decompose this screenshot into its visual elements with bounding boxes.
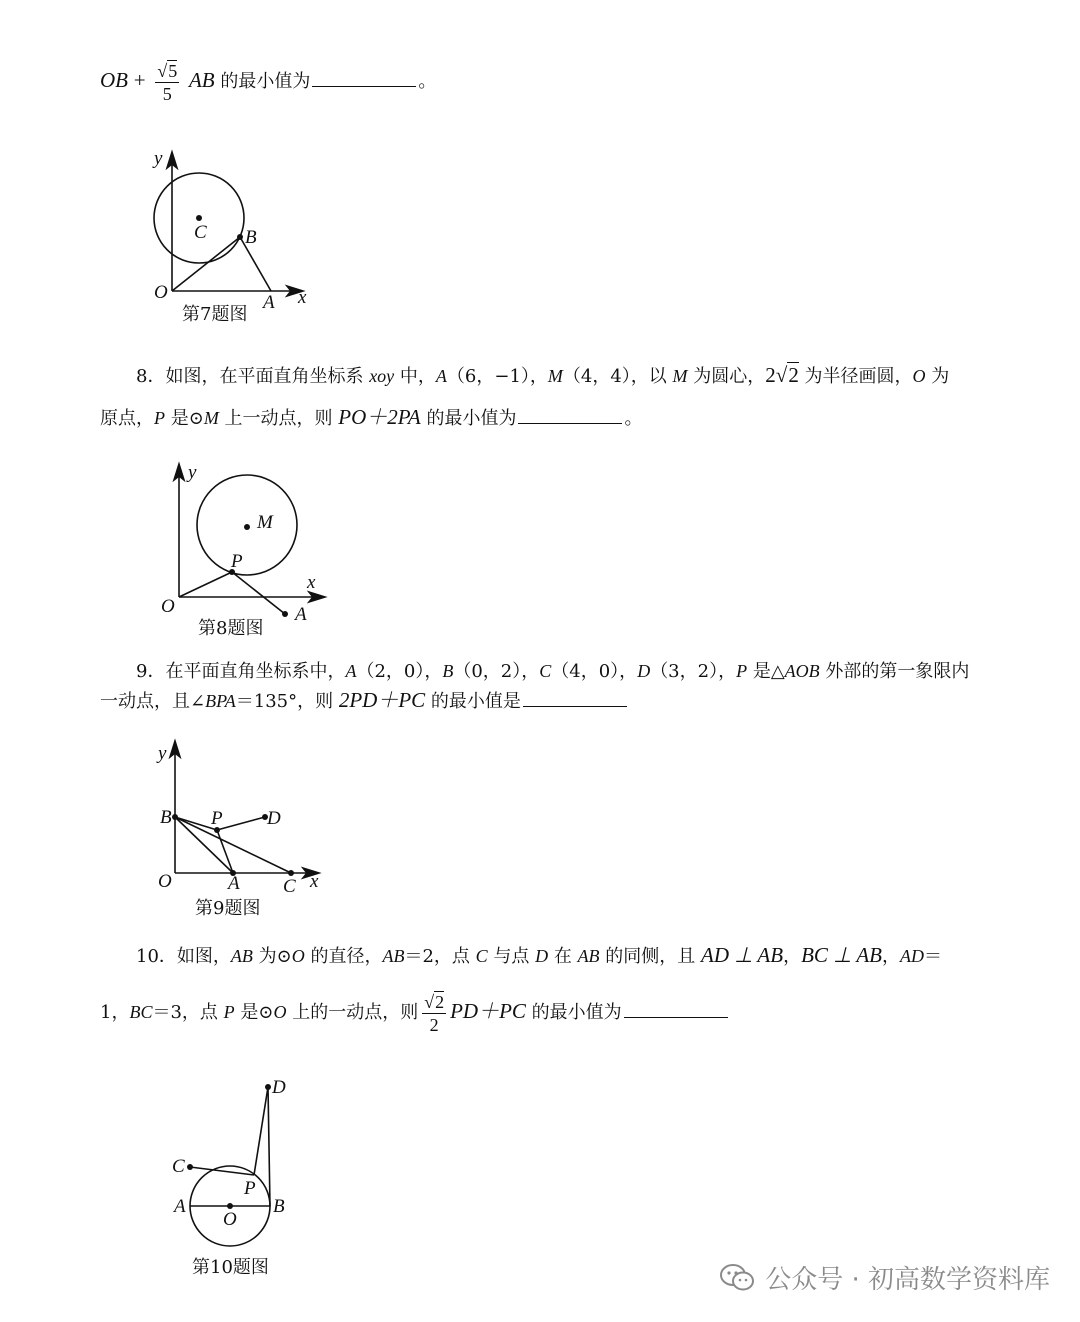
q7-answer-line (100, 58, 436, 105)
q10-point-c (187, 1164, 193, 1170)
text-segment: B (442, 661, 454, 681)
q10-label-o: O (223, 1209, 237, 1230)
q7-term-ab: AB (188, 68, 215, 92)
q8-segment-pa (232, 572, 285, 614)
text-segment: 的直径， (304, 946, 383, 967)
q7-frac-denominator: 5 (162, 83, 172, 104)
text-segment: （3，2）， (650, 661, 737, 682)
q9-caption: 第9题图 (195, 898, 261, 919)
text-segment: 上的一动点，则 (286, 1002, 419, 1023)
q8-label-p: P (231, 551, 243, 572)
q9-label-b: B (160, 807, 172, 828)
q8-label-o: O (161, 596, 175, 617)
text-segment: 是⊙ (234, 1002, 274, 1023)
q7-prompt: 的最小值为 (220, 71, 311, 92)
q8-radius: 2√2 (765, 363, 799, 387)
watermark (719, 1259, 1050, 1296)
q8-label-a: A (295, 604, 307, 625)
q10-segment-pd (254, 1087, 268, 1175)
text-segment: ＝2，点 (404, 946, 476, 967)
text-segment: 为半径画圆， (804, 366, 913, 387)
text-segment: 为圆心， (687, 366, 766, 387)
q9-label-o: O (158, 871, 172, 892)
text-segment: 是⊙ (165, 408, 204, 429)
q10-figure (160, 1065, 360, 1285)
q10-answer-blank[interactable] (624, 999, 728, 1018)
q10-frac-denominator: 2 (429, 1014, 439, 1035)
text-segment: 的最小值为 (420, 408, 517, 429)
text-segment: 1， (100, 1002, 130, 1023)
q8-point-a (282, 611, 288, 617)
q10-label-b: B (273, 1196, 285, 1217)
q8-line-2-text (100, 405, 517, 429)
text-segment: O (291, 946, 305, 966)
text-segment: AD ⊥ AB (701, 943, 784, 967)
q7-figure (145, 148, 345, 338)
q8-answer-blank[interactable] (518, 405, 622, 424)
q9-figure (155, 735, 355, 925)
q9-line-1 (136, 656, 969, 687)
text-segment: 的同侧，且 (599, 946, 702, 967)
q8-point-m (244, 524, 250, 530)
q8-segment-op (179, 572, 232, 597)
q10-caption: 第10题图 (192, 1257, 269, 1278)
q7-label-a: A (263, 292, 275, 313)
q7-term-ob: OB (100, 68, 128, 92)
q10-label-p: P (244, 1178, 256, 1199)
text-segment: M (672, 366, 688, 386)
text-segment: 为⊙ (252, 946, 292, 967)
q8-end-mark: 。 (624, 408, 643, 429)
q8-line-1-end (805, 366, 950, 387)
q7-fraction (155, 60, 179, 105)
text-segment: （4，4），以 (562, 366, 673, 387)
text-segment: 在平面直角坐标系中， (165, 661, 346, 682)
q10-line-2-text (100, 1002, 418, 1023)
text-segment: M (203, 408, 219, 428)
text-segment: C (539, 661, 552, 681)
text-segment: P (154, 408, 165, 428)
q8-label-y: y (188, 462, 197, 483)
text-segment: AB (577, 946, 600, 966)
text-segment: 如图， (176, 946, 231, 967)
q9-point-b (172, 814, 178, 820)
text-segment: 原点， (100, 408, 154, 429)
q7-segment-ob (172, 237, 240, 291)
q8-number: 8． (136, 366, 166, 387)
q10-line-2 (100, 985, 730, 1039)
text-segment: AD (899, 946, 924, 966)
text-segment: AOB (784, 661, 820, 681)
text-segment: AB (382, 946, 405, 966)
text-segment: D (637, 661, 651, 681)
q9-answer-blank[interactable] (523, 688, 627, 707)
q10-label-a: A (174, 1196, 186, 1217)
q7-caption: 第7题图 (182, 304, 248, 325)
text-segment: M (547, 366, 563, 386)
q7-label-y: y (154, 148, 163, 169)
text-segment: ， (783, 946, 802, 967)
q10-frac-numerator: √2 (424, 991, 445, 1012)
text-segment: P (736, 661, 748, 681)
q9-line-1-text (165, 661, 969, 682)
wechat-icon (719, 1263, 755, 1293)
q8-line-2 (100, 402, 642, 434)
text-segment: 与点 (487, 946, 536, 967)
q10-segment-bd (268, 1087, 270, 1206)
q10-label-c: C (172, 1156, 185, 1177)
q9-line-2-text (100, 688, 521, 712)
text-segment: （6，−1）， (446, 366, 548, 387)
q9-segment-pa (217, 830, 233, 873)
q8-caption: 第8题图 (198, 618, 264, 639)
text-segment: AB (230, 946, 253, 966)
text-segment: ， (881, 946, 900, 967)
text-segment: 中， (394, 366, 436, 387)
q8-line-1 (136, 360, 949, 392)
text-segment: （2，0）， (356, 661, 443, 682)
q10-label-d: D (272, 1077, 286, 1098)
q7-end-mark: 。 (418, 71, 437, 92)
text-segment: BPA (205, 691, 236, 711)
text-segment: ＝135°，则 (235, 691, 339, 712)
text-segment: C (475, 946, 488, 966)
text-segment: （0，2）， (453, 661, 540, 682)
text-segment: P (223, 1002, 235, 1022)
q9-number: 9． (136, 661, 166, 682)
text-segment: O (912, 366, 926, 386)
q7-point-c (196, 215, 202, 221)
q7-label-c: C (194, 222, 207, 243)
q10-fraction (422, 991, 446, 1036)
q8-label-x: x (307, 572, 316, 593)
q10-expression: PD＋PC (450, 999, 526, 1023)
text-segment: ＝ (923, 946, 942, 967)
text-segment: 为 (925, 366, 950, 387)
q10-point-d (265, 1084, 271, 1090)
q10-line-1-text (176, 943, 942, 967)
q10-number: 10． (136, 946, 177, 967)
q7-answer-blank[interactable] (312, 68, 416, 87)
text-segment: PO＋2PA (338, 405, 421, 429)
text-segment: BC ⊥ AB (801, 943, 882, 967)
q8-figure (155, 460, 355, 640)
q9-label-x: x (310, 871, 319, 892)
text-segment: xoy (369, 366, 395, 386)
q9-line-2 (100, 685, 629, 717)
q9-label-c: C (283, 876, 296, 897)
q9-segment-pd (217, 817, 265, 830)
q9-label-a: A (228, 873, 240, 894)
text-segment: 如图，在平面直角坐标系 (165, 366, 370, 387)
text-segment: BC (129, 1002, 153, 1022)
q7-point-b (237, 234, 243, 240)
text-segment: 一动点，且∠ (100, 691, 206, 712)
text-segment: 是△ (747, 661, 785, 682)
q10-line-1 (136, 940, 942, 972)
watermark-text: 公众号 · 初高数学资料库 (765, 1265, 1050, 1295)
text-segment: 的最小值是 (425, 691, 521, 712)
q7-frac-numerator: √5 (157, 60, 178, 81)
q9-label-d: D (267, 808, 281, 829)
text-segment: 2PD＋PC (338, 688, 426, 712)
q9-label-p: P (211, 808, 223, 829)
text-segment: 上一动点，则 (218, 408, 339, 429)
text-segment: A (435, 366, 447, 386)
q8-line-1-text (165, 366, 765, 387)
q7-label-b: B (245, 227, 257, 248)
q7-label-x: x (298, 287, 307, 308)
text-segment: A (345, 661, 357, 681)
q7-label-o: O (154, 282, 168, 303)
text-segment: D (535, 946, 549, 966)
text-segment: 在 (548, 946, 578, 967)
q8-label-m: M (257, 512, 273, 533)
q10-prompt: 的最小值为 (531, 1002, 622, 1023)
text-segment: （4，0）， (551, 661, 638, 682)
text-segment: ＝3，点 (152, 1002, 224, 1023)
q9-label-y: y (158, 743, 167, 764)
q7-plus: + (133, 68, 146, 92)
text-segment: O (273, 1002, 287, 1022)
text-segment: 外部的第一象限内 (819, 661, 970, 682)
